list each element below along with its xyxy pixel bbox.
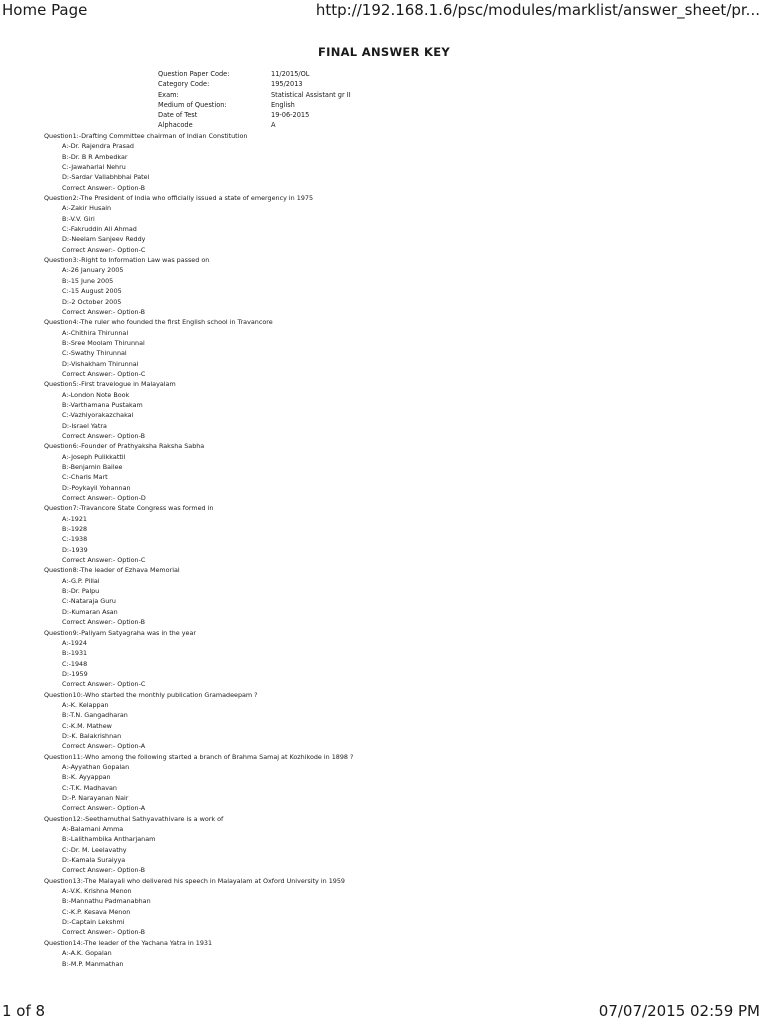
exam-info-value: A — [271, 121, 276, 130]
exam-info-value: 195/2013 — [271, 80, 303, 89]
answer-option: D:-Israel Yatra — [62, 421, 107, 430]
correct-answer: Correct Answer:- Option-B — [62, 866, 146, 875]
answer-option: A:-V.K. Krishna Menon — [62, 887, 132, 896]
exam-info-label: Date of Test — [158, 111, 198, 120]
answer-option: C:-15 August 2005 — [62, 287, 122, 296]
exam-info-value: 19-06-2015 — [271, 111, 310, 120]
exam-info-value: Statistical Assistant gr II — [271, 90, 351, 99]
correct-answer: Correct Answer:- Option-B — [62, 928, 146, 937]
answer-option: C:-Fakruddin Ali Ahmad — [62, 225, 137, 234]
answer-option: A:-1924 — [62, 638, 87, 647]
question-text: Question14:-The leader of the Yachana Yatra in 1931 — [44, 938, 213, 947]
answer-option: D:-Neelam Sanjeev Reddy — [62, 235, 146, 244]
exam-info-row — [158, 120, 351, 130]
answer-option: D:-1939 — [62, 545, 88, 554]
print-header — [0, 0, 768, 22]
print-timestamp: 07/07/2015 02:59 PM — [598, 1002, 760, 1020]
exam-info-value: 11/2015/OL — [271, 70, 310, 78]
correct-answer: Correct Answer:- Option-A — [62, 742, 146, 751]
answer-option: B:-15 June 2005 — [62, 276, 114, 285]
question-text: Question1:-Drafting Committee chairman of Indian Constitution — [44, 132, 248, 140]
answer-option: A:-Balamani Amma — [62, 825, 124, 834]
correct-answer: Correct Answer:- Option-B — [62, 618, 146, 627]
page-title: FINAL ANSWER KEY — [317, 45, 451, 59]
question-text: Question5:-First travelogue in Malayalam — [44, 380, 176, 389]
answer-option: A:-K. Kelappan — [62, 700, 109, 709]
answer-option: D:-Kamala Suraiyya — [62, 856, 126, 865]
exam-info-value: English — [271, 100, 295, 109]
answer-option: D:-P. Narayanan Nair — [62, 794, 129, 802]
correct-answer: Correct Answer:- Option-B — [62, 183, 146, 192]
question-text: Question9:-Paliyam Satyagraha was in the year — [44, 628, 197, 637]
answer-option: C:-1938 — [62, 535, 88, 544]
exam-info-row — [158, 100, 351, 110]
answer-option: D:-K. Balakrishnan — [62, 731, 122, 740]
exam-info-table — [158, 69, 351, 131]
answer-option: B:-T.N. Gangadharan — [62, 711, 128, 720]
answer-option: B:-1931 — [62, 649, 88, 658]
answer-option: C:-Vazhiyorakazchakal — [62, 411, 134, 420]
question-text: Question4:-The ruler who founded the first English school in Travancore — [44, 318, 273, 327]
question-text: Question6:-Founder of Prathyaksha Raksha Sabha — [44, 442, 205, 451]
answer-option: C:-Charls Mart — [62, 473, 108, 482]
print-footer — [0, 1000, 768, 1024]
header-url: http://192.168.1.6/psc/modules/marklist/answer_sheet/pr... — [315, 1, 760, 19]
answer-option: A:-Ayyathan Gopalan — [62, 762, 130, 771]
question-text: Question12:-Seethamuthal Sathyavathivare is a work of — [44, 814, 224, 823]
correct-answer: Correct Answer:- Option-C — [62, 680, 146, 689]
exam-info-label: Medium of Question: — [158, 100, 227, 109]
correct-answer: Correct Answer:- Option-D — [62, 494, 146, 503]
correct-answer: Correct Answer:- Option-C — [62, 369, 146, 378]
answer-option: A:-Dr. Rajendra Prasad — [62, 142, 134, 151]
exam-info-label: Question Paper Code: — [158, 70, 230, 78]
answer-option: C:-K.P. Kesava Menon — [62, 907, 131, 916]
answer-option: A:-Joseph Pulikkattil — [62, 452, 126, 461]
answer-option: A:-London Note Book — [62, 390, 130, 399]
answer-option: C:-T.K. Madhavan — [62, 783, 117, 792]
answer-option: A:-Zakir Husain — [62, 204, 112, 213]
question-text: Question7:-Travancore State Congress was formed in — [44, 504, 214, 513]
answer-option: B:-M.P. Manmathan — [62, 959, 124, 968]
exam-info-row — [158, 90, 351, 100]
answer-option: B:-1928 — [62, 525, 88, 534]
exam-info-row — [158, 69, 351, 79]
answer-option: B:-Sree Moolam Thirunnal — [62, 338, 145, 347]
answer-option: A:-Chithira Thirunnal — [62, 328, 129, 337]
exam-info-row — [158, 110, 351, 120]
question-text: Question10:-Who started the monthly publication Gramadeepam ? — [44, 690, 258, 699]
answer-option: D:-Poykayil Yohannan — [62, 483, 131, 492]
answer-option: B:-Dr. B R Ambedkar — [62, 152, 128, 161]
answer-option: A:-G.P. Pillai — [62, 576, 100, 585]
correct-answer: Correct Answer:- Option-C — [62, 245, 146, 254]
exam-info-label: Exam: — [158, 90, 179, 99]
answer-option: C:-Dr. M. Leelavathy — [62, 845, 127, 854]
answer-option: A:-26 January 2005 — [62, 266, 124, 275]
answer-option: B:-Dr. Palpu — [62, 587, 100, 596]
answer-option: C:-1948 — [62, 659, 88, 668]
answer-option: B:-V.V. Giri — [62, 214, 95, 223]
answer-option: D:-Kumaran Asan — [62, 607, 118, 616]
question-text: Question2:-The President of India who officially issued a state of emergency in 1975 — [44, 194, 314, 203]
correct-answer: Correct Answer:- Option-B — [62, 431, 146, 440]
question-list — [44, 131, 353, 969]
answer-option: B:-Mannathu Padmanabhan — [62, 897, 151, 906]
answer-option: B:-K. Ayyappan — [62, 773, 111, 782]
answer-option: A:-A.K. Gopalan — [62, 949, 112, 958]
question-text: Question8:-The leader of Ezhava Memorial — [44, 566, 180, 575]
question-text: Question3:-Right to Information Law was passed on — [44, 256, 210, 265]
answer-option: D:-Vishakham Thirunnal — [62, 359, 139, 368]
correct-answer: Correct Answer:- Option-B — [62, 307, 146, 316]
correct-answer: Correct Answer:- Option-C — [62, 556, 146, 565]
exam-info-label: Category Code: — [158, 80, 210, 89]
question-text: Question11:-Who among the following started a branch of Brahma Samaj at Kozhikode in 1898 ? — [44, 752, 354, 761]
question-text: Question13:-The Malayali who delivered his speech in Malayalam at Oxford University in 1959 — [44, 876, 345, 885]
answer-option: C:-K.M. Mathew — [62, 721, 112, 730]
answer-option: B:-Benjamin Bailee — [62, 463, 123, 471]
exam-info-label: Alphacode — [158, 121, 193, 130]
answer-option: B:-Varthamana Pustakam — [62, 400, 143, 409]
answer-option: D:-Sardar Vallabhbhai Patel — [62, 173, 150, 182]
answer-option: A:-1921 — [62, 514, 87, 523]
answer-option: C:-Jawaharlal Nehru — [62, 163, 126, 172]
correct-answer: Correct Answer:- Option-A — [62, 804, 146, 813]
page-number: 1 of 8 — [2, 1002, 46, 1020]
answer-option: B:-Lalithambika Antharjanam — [62, 835, 156, 844]
answer-option: D:-1959 — [62, 669, 88, 678]
exam-info-row — [158, 79, 351, 89]
answer-option: D:-2 October 2005 — [62, 297, 122, 306]
answer-option: D:-Captain Lekshmi — [62, 918, 125, 927]
answer-option: C:-Nataraja Guru — [62, 597, 116, 606]
answer-option: C:-Swathy Thirunnal — [62, 349, 127, 358]
header-page-title: Home Page — [2, 1, 88, 19]
